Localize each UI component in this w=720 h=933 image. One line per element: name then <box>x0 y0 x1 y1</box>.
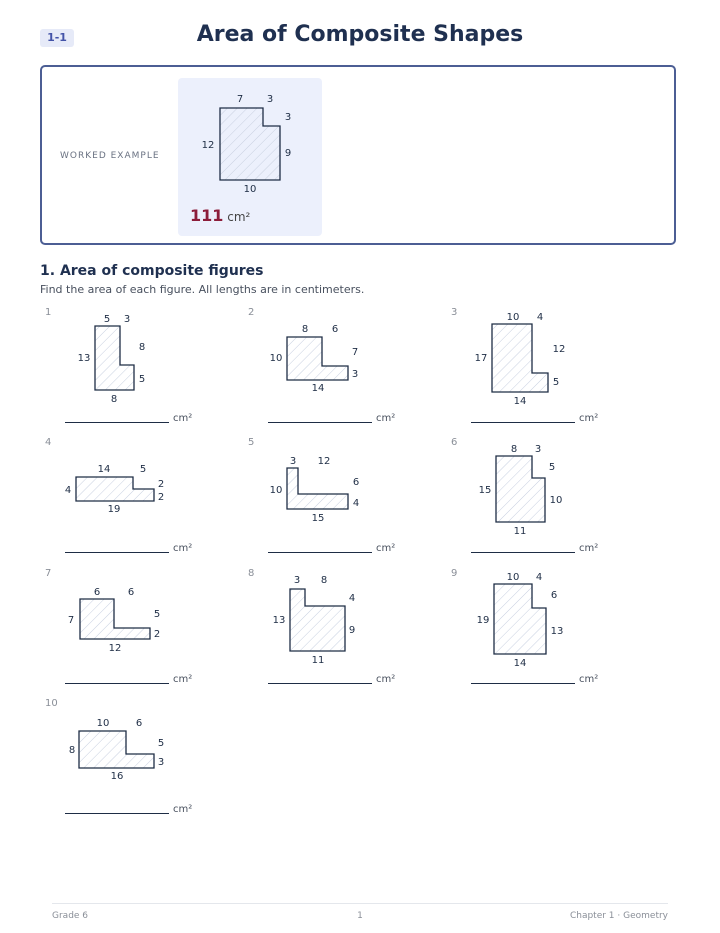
composite-shape <box>492 324 548 392</box>
section-heading <box>40 263 264 279</box>
dimension-right-length: 3 <box>351 369 359 380</box>
dimension-notch-width: 6 <box>331 324 339 335</box>
problem-number: 4 <box>45 437 52 448</box>
dimension-right-length: 5 <box>552 377 560 388</box>
problem-figure <box>243 437 443 547</box>
dimension-notch-width: 5 <box>139 464 147 475</box>
answer-blank[interactable] <box>65 422 169 423</box>
problem-number: 10 <box>45 698 58 709</box>
dimension-left-length: 7 <box>67 615 75 626</box>
composite-shape <box>76 477 154 501</box>
dimension-bottom-length: 14 <box>513 658 527 669</box>
answer-unit: cm² <box>579 674 599 685</box>
problem-3 <box>446 307 646 437</box>
dimension-notch-height: 7 <box>351 347 359 358</box>
dimension-bottom-length: 16 <box>110 771 124 782</box>
dimension-left-length: 8 <box>68 745 76 756</box>
example-left-length: 12 <box>201 140 215 151</box>
dimension-top-length: 3 <box>289 456 297 467</box>
dimension-top-length: 14 <box>97 464 111 475</box>
dimension-right-length: 10 <box>549 495 563 506</box>
dimension-top-length: 6 <box>93 587 101 598</box>
problem-8 <box>243 568 443 698</box>
problem-figure <box>243 307 443 417</box>
dimension-left-length: 15 <box>478 485 492 496</box>
problem-7 <box>40 568 240 698</box>
problem-number: 7 <box>45 568 52 579</box>
dimension-top-length: 8 <box>301 324 309 335</box>
dimension-top-length: 10 <box>506 572 520 583</box>
problem-number: 9 <box>451 568 458 579</box>
example-bottom-length: 10 <box>243 184 257 195</box>
answer-blank[interactable] <box>65 683 169 684</box>
example-answer-unit: cm² <box>227 210 251 224</box>
dimension-left-length: 17 <box>474 353 488 364</box>
answer-unit: cm² <box>376 413 396 424</box>
problem-10 <box>40 698 240 828</box>
dimension-top-length: 5 <box>103 314 111 325</box>
problem-figure <box>40 437 240 547</box>
section-title: Area of composite figures <box>59 263 264 279</box>
dimension-notch-width: 6 <box>135 718 143 729</box>
dimension-bottom-length: 11 <box>311 655 325 666</box>
worked-example-label: WORKED EXAMPLE <box>60 151 160 161</box>
dimension-right-length: 4 <box>352 498 360 509</box>
dimension-notch-height: 5 <box>157 738 165 749</box>
answer-unit: cm² <box>173 543 193 554</box>
worked-example-figure <box>178 78 322 203</box>
answer-blank[interactable] <box>268 552 372 553</box>
problem-number: 5 <box>248 437 255 448</box>
worked-example-box <box>40 65 676 245</box>
composite-shape <box>496 456 545 522</box>
problem-figure <box>243 568 443 678</box>
dimension-notch-height: 5 <box>153 609 161 620</box>
problem-figure <box>40 698 240 808</box>
dimension-left-length: 13 <box>77 353 91 364</box>
composite-shape <box>290 589 345 651</box>
dimension-notch-width: 4 <box>536 312 544 323</box>
problem-number: 2 <box>248 307 255 318</box>
dimension-top-length: 3 <box>293 575 301 586</box>
problem-figure <box>446 437 646 547</box>
dimension-top-length: 8 <box>510 444 518 455</box>
problem-number: 6 <box>451 437 458 448</box>
answer-unit: cm² <box>173 413 193 424</box>
dimension-bottom-length: 19 <box>107 504 121 515</box>
dimension-right-length: 13 <box>550 626 564 637</box>
example-notch-width: 3 <box>266 94 274 105</box>
answer-blank[interactable] <box>65 552 169 553</box>
section-number: 1. <box>40 263 56 279</box>
footer-chapter: Chapter 1 · Geometry <box>569 911 668 921</box>
dimension-left-length: 13 <box>272 615 286 626</box>
example-answer <box>190 206 250 225</box>
chapter-badge: 1-1 <box>40 29 74 47</box>
dimension-notch-height: 2 <box>157 479 165 490</box>
dimension-bottom-length: 8 <box>110 394 118 405</box>
problem-number: 8 <box>248 568 255 579</box>
example-shape <box>220 108 280 180</box>
answer-unit: cm² <box>376 674 396 685</box>
example-notch-height: 3 <box>284 112 292 123</box>
dimension-bottom-length: 15 <box>311 513 325 524</box>
dimension-notch-width: 3 <box>123 314 131 325</box>
answer-blank[interactable] <box>471 422 575 423</box>
dimension-left-length: 19 <box>476 615 490 626</box>
dimension-notch-width: 8 <box>320 575 328 586</box>
dimension-bottom-length: 12 <box>108 643 122 654</box>
dimension-notch-height: 4 <box>348 593 356 604</box>
problem-2 <box>243 307 443 437</box>
dimension-top-length: 10 <box>506 312 520 323</box>
dimension-left-length: 4 <box>64 485 72 496</box>
composite-shape <box>287 468 348 509</box>
problem-4 <box>40 437 240 567</box>
dimension-notch-height: 5 <box>548 462 556 473</box>
dimension-bottom-length: 11 <box>513 526 527 537</box>
footer-divider <box>52 903 668 904</box>
problem-9 <box>446 568 646 698</box>
problem-figure <box>40 307 240 417</box>
answer-unit: cm² <box>579 413 599 424</box>
answer-unit: cm² <box>173 804 193 815</box>
answer-unit: cm² <box>579 543 599 554</box>
dimension-left-length: 10 <box>269 353 283 364</box>
answer-blank[interactable] <box>65 813 169 814</box>
problem-5 <box>243 437 443 567</box>
problem-number: 1 <box>45 307 52 318</box>
dimension-top-length: 10 <box>96 718 110 729</box>
answer-blank[interactable] <box>471 683 575 684</box>
problem-figure <box>40 568 240 678</box>
answer-unit: cm² <box>376 543 396 554</box>
problem-1 <box>40 307 240 437</box>
page-title: Area of Composite Shapes <box>196 22 524 47</box>
composite-shape <box>79 731 154 768</box>
dimension-notch-height: 12 <box>552 344 566 355</box>
example-top-length: 7 <box>236 94 244 105</box>
dimension-right-length: 2 <box>157 492 165 503</box>
answer-unit: cm² <box>173 674 193 685</box>
dimension-right-length: 9 <box>348 625 356 636</box>
problem-figure <box>446 307 646 417</box>
dimension-notch-width: 3 <box>534 444 542 455</box>
dimension-notch-height: 6 <box>352 477 360 488</box>
dimension-notch-height: 6 <box>550 590 558 601</box>
composite-shape <box>80 599 150 639</box>
composite-shape <box>95 326 134 390</box>
dimension-right-length: 5 <box>138 374 146 385</box>
composite-shape <box>287 337 348 380</box>
dimension-notch-width: 4 <box>535 572 543 583</box>
dimension-notch-width: 12 <box>317 456 331 467</box>
example-right-length: 9 <box>284 148 292 159</box>
dimension-left-length: 10 <box>269 485 283 496</box>
footer-page-number: 1 <box>357 911 363 921</box>
answer-blank[interactable] <box>471 552 575 553</box>
problem-figure <box>446 568 646 678</box>
footer-grade: Grade 6 <box>52 911 89 921</box>
dimension-bottom-length: 14 <box>513 396 527 407</box>
answer-blank[interactable] <box>268 683 372 684</box>
problem-number: 3 <box>451 307 458 318</box>
dimension-right-length: 2 <box>153 629 161 640</box>
problem-6 <box>446 437 646 567</box>
dimension-bottom-length: 14 <box>311 383 325 394</box>
dimension-notch-height: 8 <box>138 342 146 353</box>
worked-example-card <box>178 78 322 236</box>
dimension-notch-width: 6 <box>127 587 135 598</box>
section-instructions: Find the area of each figure. All lengths are in centimeters. <box>40 283 365 296</box>
dimension-right-length: 3 <box>157 757 165 768</box>
answer-blank[interactable] <box>268 422 372 423</box>
composite-shape <box>494 584 546 654</box>
example-answer-value: 111 <box>190 206 224 225</box>
